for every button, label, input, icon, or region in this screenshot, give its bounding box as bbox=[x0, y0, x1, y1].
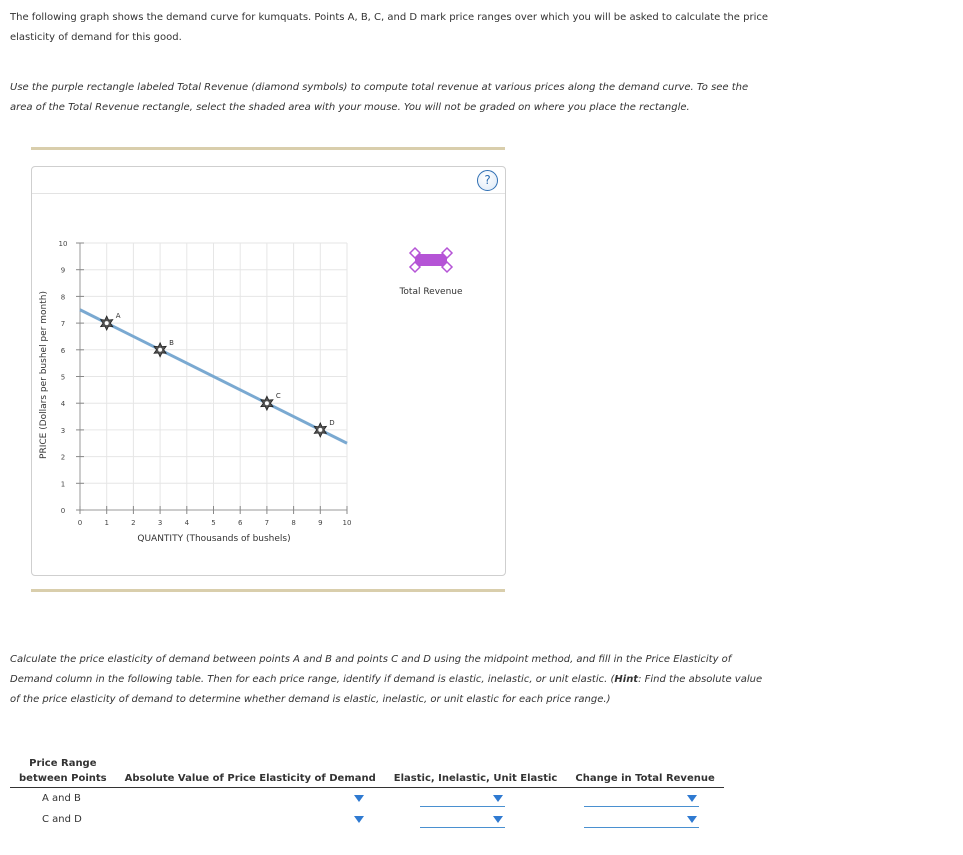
chart-axes bbox=[59, 240, 352, 527]
x-tick-label: 2 bbox=[131, 519, 136, 527]
x-tick-label: 3 bbox=[157, 519, 163, 527]
x-tick-label: 10 bbox=[342, 519, 352, 527]
row-range-label: C and D bbox=[42, 814, 82, 825]
y-tick-label: 2 bbox=[60, 453, 66, 462]
elastic-type-select[interactable] bbox=[420, 791, 505, 807]
y-tick-label: 5 bbox=[60, 373, 66, 382]
intro-line-1: The following graph shows the demand curve for kumquats. Points A, B, C, and D mark price ranges over which you will be asked to calculate the price bbox=[10, 12, 768, 23]
point-label: B bbox=[169, 338, 174, 347]
header-revenue-change: Change in Total Revenue bbox=[566, 769, 723, 788]
dropdown-arrow-icon bbox=[354, 816, 364, 823]
dropdown-arrow-icon bbox=[687, 816, 697, 823]
total-revenue-label: Total Revenue bbox=[399, 287, 463, 297]
y-tick-label: 1 bbox=[60, 480, 66, 489]
x-tick-label: 9 bbox=[318, 519, 323, 527]
x-tick-label: 8 bbox=[291, 519, 296, 527]
elastic-type-select[interactable] bbox=[420, 812, 505, 828]
instruction-line-2: area of the Total Revenue rectangle, select the shaded area with your mouse. You will not be graded on where you place the rectangle. bbox=[10, 102, 690, 113]
help-button[interactable]: ? bbox=[477, 170, 498, 191]
revenue-change-select[interactable] bbox=[584, 791, 699, 807]
dropdown-arrow-icon bbox=[493, 795, 503, 802]
total-revenue-tool[interactable] bbox=[410, 248, 452, 272]
header-elasticity: Absolute Value of Price Elasticity of Demand bbox=[116, 769, 385, 788]
hint-word: Hint bbox=[614, 674, 639, 685]
elasticity-table bbox=[10, 752, 724, 830]
point-marker-center bbox=[105, 321, 109, 325]
row-range-label: A and B bbox=[42, 793, 81, 804]
table-row bbox=[10, 809, 724, 830]
y-tick-label: 0 bbox=[60, 507, 66, 515]
point-marker-center bbox=[265, 401, 269, 405]
point-label: A bbox=[115, 312, 121, 321]
header-price-range: Price Range bbox=[29, 758, 97, 769]
question-line-3: of the price elasticity of demand to determine whether demand is elastic, inelastic, or unit elastic for each price range.) bbox=[10, 694, 611, 705]
dropdown-arrow-icon bbox=[687, 795, 697, 802]
dropdown-arrow-icon bbox=[493, 816, 503, 823]
x-tick-label: 6 bbox=[237, 519, 243, 527]
x-tick-label: 4 bbox=[184, 519, 190, 527]
y-tick-label: 7 bbox=[60, 320, 66, 329]
question-line-2-tail: : Find the absolute value bbox=[638, 674, 763, 685]
point-marker-center bbox=[158, 348, 162, 352]
point-label: C bbox=[275, 392, 281, 401]
y-tick-label: 9 bbox=[60, 266, 66, 275]
x-tick-label: 0 bbox=[77, 519, 83, 527]
y-tick-label: 4 bbox=[60, 400, 66, 409]
point-label: D bbox=[329, 418, 335, 427]
y-axis-label: PRICE (Dollars per bushel per month) bbox=[39, 291, 49, 459]
header-between-points: between Points bbox=[10, 769, 116, 788]
bottom-divider bbox=[31, 589, 505, 592]
elasticity-select[interactable] bbox=[336, 791, 366, 807]
x-axis-label: QUANTITY (Thousands of bushels) bbox=[137, 534, 291, 544]
x-tick-label: 7 bbox=[264, 519, 270, 527]
x-tick-label: 1 bbox=[104, 519, 109, 527]
instruction-line-1: Use the purple rectangle labeled Total Revenue (diamond symbols) to compute total revenue at various prices along the demand curve. To see the bbox=[10, 82, 749, 93]
intro-line-2: elasticity of demand for this good. bbox=[10, 32, 182, 43]
question-text bbox=[10, 650, 800, 710]
table-row bbox=[10, 788, 724, 810]
question-line-2: Demand column in the following table. Then for each price range, identify if demand is elastic, inelastic, or unit elastic. ( bbox=[10, 674, 615, 685]
question-line-1: Calculate the price elasticity of demand between points A and B and points C and D using the midpoint method, and fill in the Price Elasticity of bbox=[10, 654, 732, 665]
y-tick-label: 8 bbox=[60, 293, 66, 302]
dropdown-arrow-icon bbox=[354, 795, 364, 802]
revenue-change-select[interactable] bbox=[584, 812, 699, 828]
x-tick-label: 5 bbox=[211, 519, 216, 527]
y-tick-label: 10 bbox=[58, 240, 68, 248]
elasticity-select[interactable] bbox=[336, 812, 366, 828]
header-elastic-type: Elastic, Inelastic, Unit Elastic bbox=[385, 769, 567, 788]
y-tick-label: 3 bbox=[60, 426, 66, 435]
total-revenue-rect[interactable] bbox=[415, 254, 447, 266]
y-tick-label: 6 bbox=[60, 346, 66, 355]
point-marker-center bbox=[318, 428, 322, 432]
